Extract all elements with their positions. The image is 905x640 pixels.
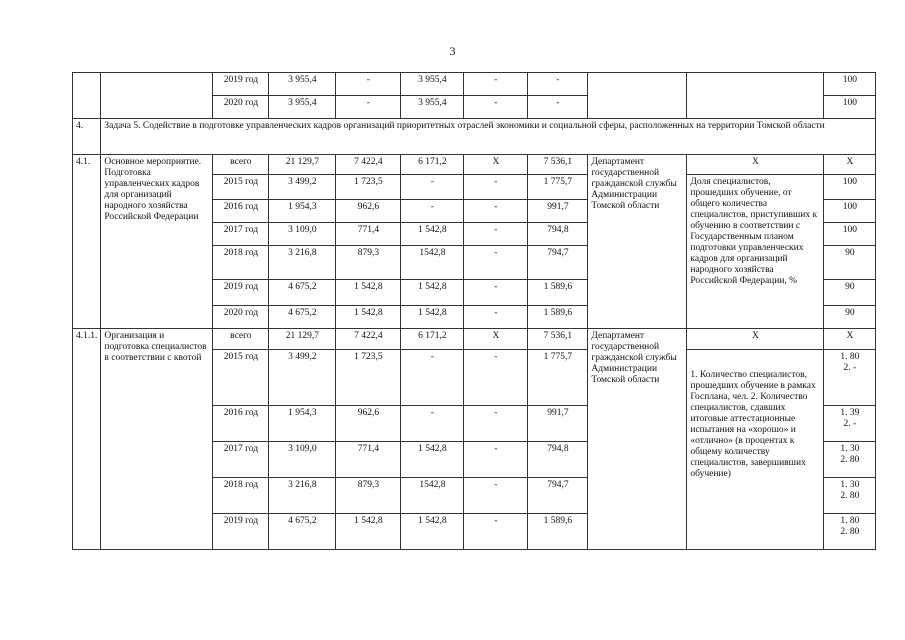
federal-cell: 1 542,8 — [336, 306, 401, 329]
value-line-2: 2. - — [843, 419, 857, 429]
local-cell: - — [464, 306, 528, 329]
value-line-2: 2. - — [843, 363, 857, 373]
year-cell: 2017 год — [213, 442, 269, 478]
year-cell: 2015 год — [213, 175, 269, 200]
total-cell: 21 129,7 — [269, 329, 336, 350]
other-cell: 1 589,6 — [528, 280, 588, 306]
federal-cell: - — [336, 96, 401, 119]
local-cell: - — [464, 514, 528, 550]
total-cell: 1 954,3 — [269, 406, 336, 442]
regional-cell: - — [401, 350, 464, 406]
year-cell: всего — [213, 329, 269, 350]
section-number: 4.1.1. — [73, 329, 101, 550]
value-cell — [824, 514, 876, 550]
executor-cell — [588, 73, 687, 119]
task-number: 4. — [73, 119, 101, 155]
total-cell: 4 675,2 — [269, 306, 336, 329]
total-cell: 4 675,2 — [269, 280, 336, 306]
value-cell — [824, 350, 876, 406]
local-cell: - — [464, 280, 528, 306]
federal-cell: 1 723,5 — [336, 175, 401, 200]
year-cell: 2018 год — [213, 478, 269, 514]
federal-cell: 879,3 — [336, 478, 401, 514]
regional-cell: - — [401, 200, 464, 223]
regional-cell: 1 542,8 — [401, 306, 464, 329]
year-cell: 2016 год — [213, 406, 269, 442]
value-cell: 100 — [824, 223, 876, 246]
page-number: 3 — [449, 44, 456, 58]
value-cell: 100 — [824, 73, 876, 96]
program-table — [72, 72, 876, 550]
task-text: Задача 5. Содействие в подготовке управленческих кадров организаций приоритетных отраслей экономики и социальной сферы, расположенных на территории Томской области — [101, 119, 876, 155]
regional-cell: 1 542,8 — [401, 223, 464, 246]
value-cell: 100 — [824, 175, 876, 200]
value-line-2: 2. 80 — [840, 455, 860, 465]
table-row — [73, 155, 876, 175]
regional-cell: 3 955,4 — [401, 96, 464, 119]
local-cell: - — [464, 442, 528, 478]
value-line-1: 1. 39 — [840, 408, 860, 418]
value-cell — [824, 442, 876, 478]
table-row — [73, 329, 876, 350]
executor-cell: Департамент государственной гражданской службы Администрации Томской области — [588, 329, 687, 550]
value-line-1: 1. 30 — [840, 444, 860, 454]
year-cell: 2019 год — [213, 514, 269, 550]
federal-cell: 7 422,4 — [336, 329, 401, 350]
federal-cell: 771,4 — [336, 223, 401, 246]
local-cell: - — [464, 223, 528, 246]
section-name: Организация и подготовка специалистов в соответствии с квотой — [101, 329, 213, 550]
indicator-cell: 1. Количество специалистов, прошедших обучение в рамках Госплана, чел. 2. Количество специалистов, сдавших итоговые аттестационные испытания на «хорошо» и «отлично» (в процентах к общему количеству специалистов, завершивших обучение) — [687, 350, 824, 550]
name-cell — [101, 73, 213, 119]
total-cell: 3 216,8 — [269, 246, 336, 280]
total-cell: 3 499,2 — [269, 175, 336, 200]
value-cell: 90 — [824, 246, 876, 280]
value-cell: Х — [824, 155, 876, 175]
value-cell — [824, 478, 876, 514]
value-line-2: 2. 80 — [840, 491, 860, 501]
total-cell: 3 955,4 — [269, 96, 336, 119]
federal-cell: 962,6 — [336, 406, 401, 442]
local-cell: - — [464, 350, 528, 406]
other-cell: 1 589,6 — [528, 514, 588, 550]
federal-cell: 879,3 — [336, 246, 401, 280]
total-cell: 21 129,7 — [269, 155, 336, 175]
other-cell: 1 775,7 — [528, 175, 588, 200]
other-cell: 991,7 — [528, 406, 588, 442]
year-cell: 2019 год — [213, 73, 269, 96]
total-cell: 3 109,0 — [269, 223, 336, 246]
federal-cell: 962,6 — [336, 200, 401, 223]
local-cell: - — [464, 96, 528, 119]
regional-cell: - — [401, 175, 464, 200]
local-cell: - — [464, 73, 528, 96]
local-cell: - — [464, 200, 528, 223]
value-cell: Х — [824, 329, 876, 350]
total-cell: 3 499,2 — [269, 350, 336, 406]
value-line-1: 1. 80 — [840, 352, 860, 362]
indicator-cell: Х — [687, 329, 824, 350]
indicator-cell — [687, 73, 824, 119]
regional-cell: 1 542,8 — [401, 442, 464, 478]
other-cell: 1 589,6 — [528, 306, 588, 329]
year-cell: 2020 год — [213, 306, 269, 329]
local-cell: - — [464, 406, 528, 442]
federal-cell: 1 542,8 — [336, 514, 401, 550]
other-cell: 794,8 — [528, 223, 588, 246]
section-number: 4.1. — [73, 155, 101, 329]
local-cell: - — [464, 175, 528, 200]
total-cell: 1 954,3 — [269, 200, 336, 223]
local-cell: - — [464, 246, 528, 280]
table-row — [73, 73, 876, 96]
other-cell: 794,7 — [528, 246, 588, 280]
federal-cell: 1 542,8 — [336, 280, 401, 306]
other-cell: - — [528, 96, 588, 119]
year-cell: 2018 год — [213, 246, 269, 280]
executor-cell: Департамент государственной гражданской службы Администрации Томской области — [588, 155, 687, 329]
year-cell: всего — [213, 155, 269, 175]
regional-cell: 1 542,8 — [401, 514, 464, 550]
year-cell: 2016 год — [213, 200, 269, 223]
value-cell: 100 — [824, 96, 876, 119]
regional-cell: 1542,8 — [401, 478, 464, 514]
indicator-cell: Доля специалистов, прошедших обучение, от общего количества специалистов, приступивших к обучению в соответствии с Государственным планом подготовки управленческих кадров для организаций народного хозяйства Российской Федерации, % — [687, 175, 824, 329]
total-cell: 4 675,2 — [269, 514, 336, 550]
year-cell: 2015 год — [213, 350, 269, 406]
other-cell: 7 536,1 — [528, 155, 588, 175]
federal-cell: 1 723,5 — [336, 350, 401, 406]
other-cell: 991,7 — [528, 200, 588, 223]
regional-cell: 1 542,8 — [401, 280, 464, 306]
section-name: Основное мероприятие. Подготовка управленческих кадров для организаций народного хозяйства Российской Федерации — [101, 155, 213, 329]
value-line-2: 2. 80 — [840, 527, 860, 537]
local-cell: Х — [464, 155, 528, 175]
other-cell: 794,7 — [528, 478, 588, 514]
value-cell: 100 — [824, 200, 876, 223]
value-cell — [824, 406, 876, 442]
federal-cell: 7 422,4 — [336, 155, 401, 175]
number-cell — [73, 73, 101, 119]
value-cell: 90 — [824, 280, 876, 306]
task-row — [73, 119, 876, 155]
regional-cell: 6 171,2 — [401, 155, 464, 175]
regional-cell: 3 955,4 — [401, 73, 464, 96]
value-line-1: 1. 30 — [840, 480, 860, 490]
total-cell: 3 109,0 — [269, 442, 336, 478]
regional-cell: 6 171,2 — [401, 329, 464, 350]
value-cell: 90 — [824, 306, 876, 329]
value-line-1: 1. 80 — [840, 516, 860, 526]
federal-cell: 771,4 — [336, 442, 401, 478]
total-cell: 3 955,4 — [269, 73, 336, 96]
regional-cell: 1542,8 — [401, 246, 464, 280]
year-cell: 2020 год — [213, 96, 269, 119]
regional-cell: - — [401, 406, 464, 442]
year-cell: 2017 год — [213, 223, 269, 246]
other-cell: 7 536,1 — [528, 329, 588, 350]
local-cell: - — [464, 478, 528, 514]
federal-cell: - — [336, 73, 401, 96]
other-cell: 794,8 — [528, 442, 588, 478]
other-cell: - — [528, 73, 588, 96]
total-cell: 3 216,8 — [269, 478, 336, 514]
other-cell: 1 775,7 — [528, 350, 588, 406]
local-cell: Х — [464, 329, 528, 350]
indicator-cell: Х — [687, 155, 824, 175]
year-cell: 2019 год — [213, 280, 269, 306]
